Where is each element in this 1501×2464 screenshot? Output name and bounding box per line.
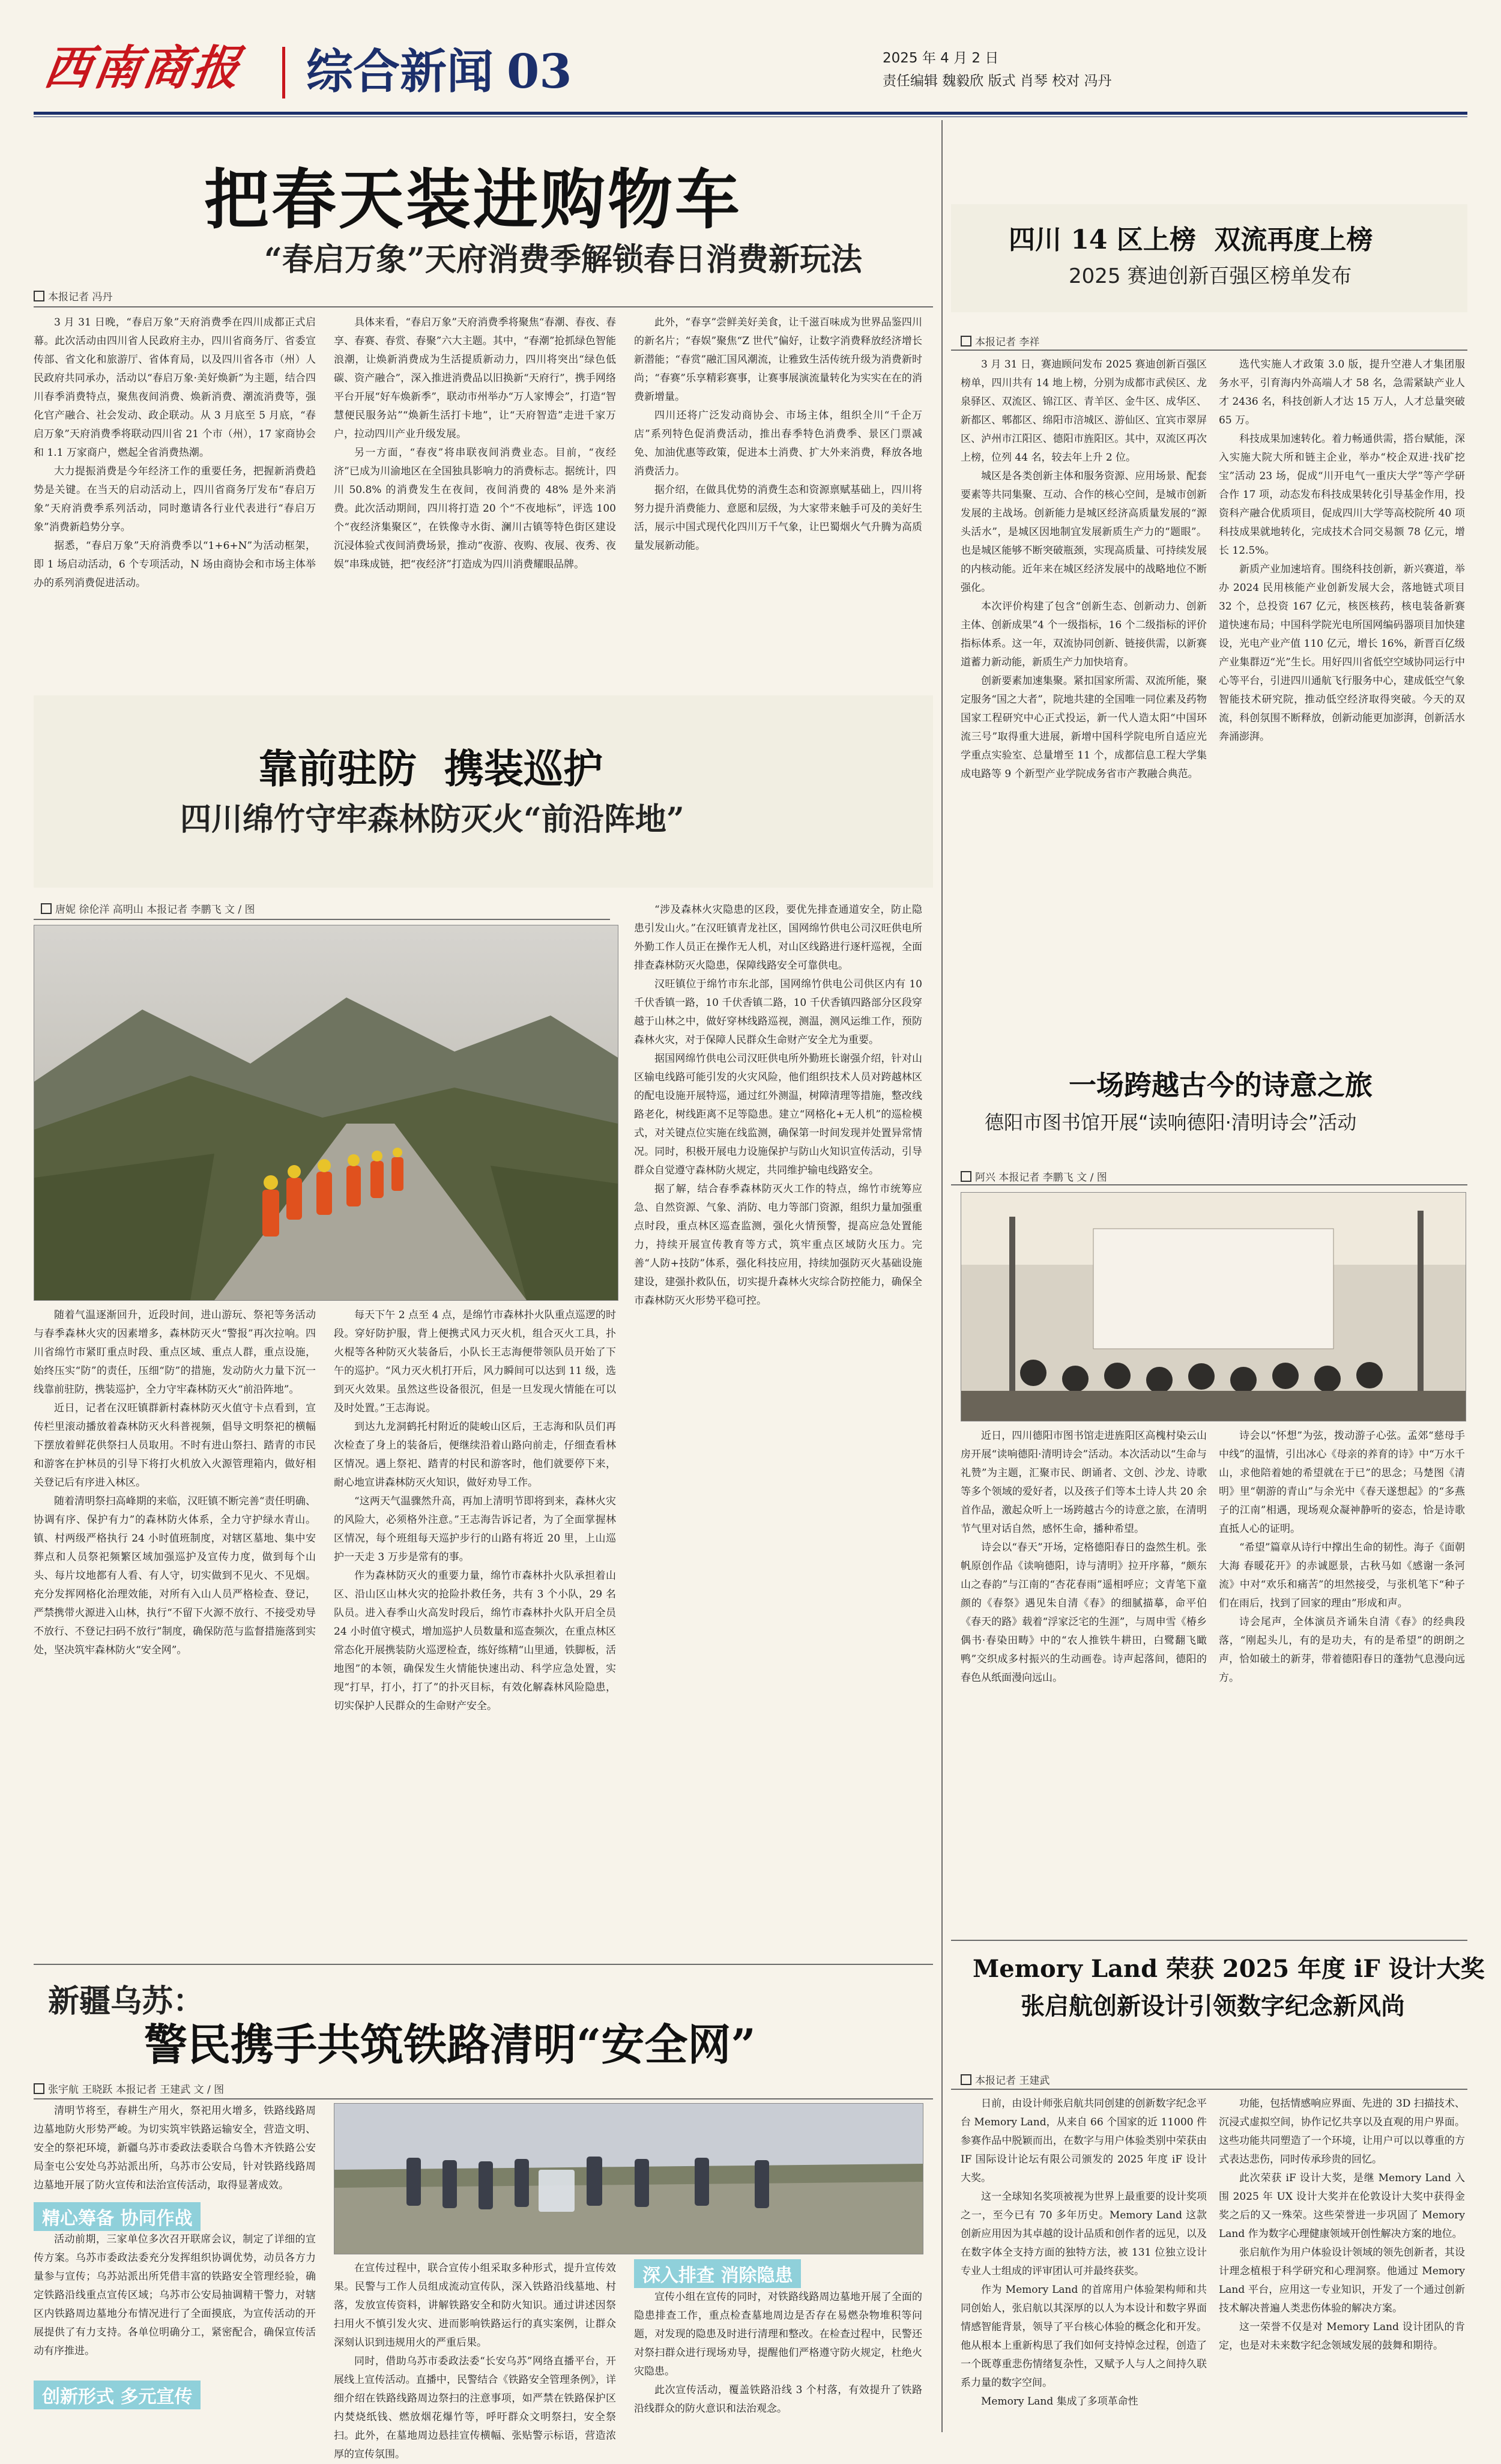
section-title <box>306 42 572 102</box>
forest-patrol-photo <box>34 925 618 1301</box>
xinjiang-intro: 清明节将至，春耕生产用火，祭祀用火增多，铁路线路周边墓地防火形势严峻。为切实筑牢铁路运输安全，营造文明、安全的祭祀环境，新疆乌苏市委政法委联合乌鲁木齐铁路公安局奎屯公安处乌苏站派出所，乌苏市公安局，针对铁路线路周边墓地开展了防火宣传和法治宣传活动，取得显著成效。 <box>34 2105 316 2191</box>
masthead-rule <box>34 112 1467 115</box>
lead-col-1: 3 月 31 日晚，“春启万象”天府消费季在四川成都正式启幕。此次活动由四川省人民政府主办，四川省商务厅、省委宣传部、省文化和旅游厅、省体育局，以及四川省各市（州）人民政府共同承办，活动以“春启万象·美好焕新”为主题，结合四川春季消费特点，聚焦夜间消费、焕新消费、潮流消费等，强化官产融合、社会发动、政企联动。从 3 月底至 5 月底，“春启万象”天府消费季将联动四川省 21 个市（州），17 家商协会和 1.1 万家商户，燃起全省消费热潮。 大力提振消费是今年经济工作的重要任务，把握新消费趋势是关键。在当天的启动活动上，四川省商务厅发布“春启万象”天府消费季系列活动，同时邀请各行业代表进行“春启万象”消费新趋势分享。 据悉，“春启万象”天府消费季以“1+6+N”为活动框架，即 1 场启动活动，6 个专项活动，N 场由商协会和市场主体举办的系列消费促进活动。 <box>34 316 316 589</box>
xinjiang-byline-rule <box>34 2098 933 2099</box>
byline-box-icon <box>961 336 971 347</box>
editor-credits: 责任编辑 魏毅欣 版式 肖琴 校对 冯丹 <box>883 73 1112 89</box>
sichuan14-subheadline: 2025 赛迪创新百强区榜单发布 <box>1069 264 1352 288</box>
section-tag-check: 深入排查 消除隐患 <box>634 2259 801 2288</box>
memory-subheadline: 张启航创新设计引领数字纪念新风尚 <box>1021 1992 1405 2020</box>
lead-col-2: 具体来看，“春启万象”天府消费季将聚焦“春潮、春夜、春享、春赛、春赏、春聚”六大主题。其中，“春潮”抢抓绿色智能浪潮，让焕新消费成为生活提质新动力，四川将突出“绿色低碳、资产融合”，深入推进消费品以旧换新“天府行”，携手网络平台开展“好车焕新季”，联动市州举办“万人家博会”，打造“智慧便民服务站”“焕新生活打卡地”，让“天府智造”走进千家万户，拉动四川产业升级发展。 另一方面，“春夜”将串联夜间消费业态。目前，“夜经济”已成为川渝地区在全国独具影响力的消费标志。据统计，四川 50.8% 的消费发生在夜间，夜间消费的 48% 是外来消费。此次活动期间，四川将打造 20 个“不夜地标”，评选 100 个“夜经济集聚区”，在铁像寺水街、澜川古镇等特色街区建设沉浸体验式夜间消费场景，推动“夜游、夜购、夜展、夜秀、夜娱”串珠成链，把“夜经济”打造成为四川消费耀眼品牌。 <box>334 316 616 571</box>
xinjiang-col-2: 在宣传过程中，联合宣传小组采取多种形式，提升宣传效果。民警与工作人员组成流动宣传队，深入铁路沿线墓地、村落，发放宣传资料，讲解铁路安全和防火知识。通过讲述因祭扫用火不慎引发火灾、进而影响铁路运行的真实案例，让群众深刻认识到违规用火的严重后果。 同时，借助乌苏市委政法委“长安乌苏”网络直播平台，开展线上宣传活动。直播中，民警结合《铁路安全管理条例》，详细介绍在铁路线路周边祭扫的注意事项，如严禁在铁路保护区内焚烧纸钱、燃放烟花爆竹等，呼吁群众文明祭扫，安全祭扫。此外，在墓地周边悬挂宣传横幅、张贴警示标语，营造浓厚的宣传氛围。 <box>334 2262 616 2460</box>
masthead-divider <box>282 47 285 98</box>
section-tag-prep: 精心筹备 协同作战 <box>34 2202 201 2231</box>
lead-byline-rule <box>34 306 933 307</box>
lead-subheadline: “春启万象”天府消费季解锁春日消费新玩法 <box>264 241 862 278</box>
lead-byline: 本报记者 冯丹 <box>34 288 112 303</box>
poetry-bottom-rule <box>951 1940 1467 1941</box>
right-column-divider <box>941 120 943 2432</box>
poetry-col-2: 诗会以“怀想”为弦，拨动游子心弦。孟郊“慈母手中线”的温情，引出冰心《母亲的养育的诗》中“万水千山，求他陪着她的希望就在于已”的思念；马楚图《清明》里“朝游的青山”与余光中《春天遂想起》的“多燕子的江南”相遇，现场观众凝神静听的姿态，恰是诗歌直抵人心的证明。 “希望”篇章从诗行中撑出生命的韧性。海子《面朝大海 春暖花开》的赤诚愿景，古秋马如《感谢一条河流》中对“欢乐和痛苦”的坦然接受，与张机笔下“种子们在雨后，找到了回家的理由”形成和声。 诗会尾声，全体演员齐诵朱自清《春》的经典段落，“刚起头儿，有的是功夫，有的是希望”的朗朗之声，恰如破土的新芽，带着德阳春日的蓬勃气息漫向远方。 <box>1219 1430 1465 1684</box>
section-tag-form: 创新形式 多元宣传 <box>34 2381 201 2409</box>
xinjiang-byline: 张宇航 王晓跃 本报记者 王建武 文 / 图 <box>34 2081 224 2096</box>
poetry-byline: 阿兴 本报记者 李鹏飞 文 / 图 <box>961 1169 1107 1184</box>
memory-byline-rule <box>951 2089 1467 2090</box>
forest-subheadline: 四川绵竹守牢森林防灭火“前沿阵地” <box>180 801 684 838</box>
forest-byline: 唐妮 徐伦洋 高明山 本报记者 李鹏飞 文 / 图 <box>41 901 255 916</box>
poetry-event-photo <box>961 1192 1466 1421</box>
xinjiang-kicker: 新疆乌苏： <box>48 1983 205 2020</box>
page-number: 03 <box>507 44 572 99</box>
lead-headline: 把春天装进购物车 <box>204 162 743 238</box>
forest-col-3: “涉及森林火灾隐患的区段，要优先排查通道安全，防止隐患引发山火。”在汉旺镇青龙社区，国网绵竹供电公司汉旺供电所外勤工作人员正在操作无人机，对山区线路进行逐杆巡视，全面排查森林防灭火隐患，保障线路安全可靠供电。 汉旺镇位于绵竹市东北部，国网绵竹供电公司供区内有 10 千伏香镇一路，10 千伏香镇二路，10 千伏香镇四路部分区段穿越于山林之中，做好穿林线路巡视，测温，测风运维工作，预防森林火灾，对于保障人民群众生命财产安全尤为重要。 据国网绵竹供电公司汉旺供电所外勤班长谢强介绍，针对山区输电线路可能引发的火灾风险，他们组织技术人员对跨越林区的配电设施开展特巡，通过红外测温，树障清理等措施，整改线路老化，树线距离不足等隐患。建立“网格化+无人机”的巡检模式，对关键点位实施在线监测，确保第一时间发现并处置异常情况。同时，积极开展电力设施保护与防山火知识宣传活动，引导群众自觉遵守森林防火规定，共同维护输电线路安全。 据了解，结合春季森林防灭火工作的特点，绵竹市统筹应急、自然资源、气象、消防、电力等部门资源，组织力量加强重点时段，重点林区巡查监测，强化火情预警，提高应急处置能力，持续开展宣传教育等方式，筑牢重点区域防火压力。完善“人防+技防”体系，强化科技应用，持续加强防灭火基础设施建设，建强扑救队伍，切实提升森林火灾综合防控能力，确保全市森林防灭火形势平稳可控。 <box>634 904 922 1307</box>
memory-byline: 本报记者 王建武 <box>961 2072 1049 2087</box>
memory-col-2: 功能，包括情感响应界面、先进的 3D 扫描技术、沉浸式虚拟空间，协作记忆共享以及直观的用户界面。这些功能共同塑造了一个环境，让用户可以以尊重的方式表达悲伤，同时传承珍贵的回忆。 此次荣获 iF 设计大奖，是继 Memory Land 入围 2025 年 UX 设计大奖并在伦敦设计大奖中获得金奖之后的又一殊荣。这些荣誉进一步巩固了 Memory Land 作为数字心理健康领域开创性解决方案的地位。 张启航作为用户体验设计领域的领先创新者，其设计理念植根于科学研究和心理洞察。他通过 Memory Land 平台，应用这一专业知识，开发了一个通过创新技术解决普遍人类悲伤体验的解决方案。 这一荣誉不仅是对 Memory Land 设计团队的肯定，也是对未来数字纪念领域发展的鼓舞和期待。 <box>1219 2098 1465 2352</box>
forest-col-2: 每天下午 2 点至 4 点，是绵竹市森林扑火队重点巡逻的时段。穿好防护服，背上便携式风力灭火机，组合灭火工具，扑火棍等各种防灭火装备后，小队长王志海便带领队员开始了下午的巡护。“风力灭火机打开后，风力瞬间可以达到 11 级，选到灭火效果。虽然这些设备很沉，但是一旦发现火情能在可以及时处置。”王志海说。 到达九龙洞鹤托村附近的陡峻山区后，王志海和队员们再次检查了身上的装备后，便继续沿着山路向前走，仔细查看林区情况。遇上祭祀、踏青的村民和游客时，他们就要停下来，耐心地宣讲森林防灭火知识，做好劝导工作。 “这两天气温骤然升高，再加上清明节即将到来，森林火灾的风险大，必须格外注意。”王志海告诉记者，为了全面掌握林区情况，每个班组每天巡护步行的山路有将近 20 里，上山巡护一天走 3 万步是常有的事。 作为森林防灭火的重要力量，绵竹市森林扑火队承担着山区、沿山区山林火灾的抢险扑救任务，共有 3 个小队，29 名队员。进入春季山火高发时段后，绵竹市森林扑火队开启全员 24 小时值守模式，增加巡护人员数量和巡查频次，在重点林区常态化开展携装防火巡逻检查，练好练精“山里通，铁脚板，活地图”的本领，确保发生火情能快速出动、科学应急处置，实现“打早，打小，打了”的扑灭目标，有效化解森林风险隐患，切实保护人民群众的生命财产安全。 <box>334 1309 616 1712</box>
byline-box-icon <box>34 2083 44 2094</box>
poetry-photo-illustration <box>961 1193 1466 1421</box>
police-photo-illustration <box>334 2104 923 2254</box>
sichuan14-byline-rule <box>951 350 1467 351</box>
poetry-byline-rule <box>951 1184 1467 1185</box>
masthead-logo <box>40 40 261 97</box>
forest-photo-illustration <box>34 925 618 1300</box>
forest-bottom-rule <box>34 1964 933 1965</box>
xinjiang-col-1: 活动前期，三家单位多次召开联席会议，制定了详细的宣传方案。乌苏市委政法委充分发挥组织协调优势，动员各方力量参与宣传；乌苏站派出所凭借丰富的铁路安全管理经验，确定铁路沿线重点宣传区域；乌苏市公安局抽调精干警力，对辖区内铁路周边墓地分布情况进行了全面摸底，为宣传活动的开展提供了有力支持。各单位明确分工，紧密配合，确保宣传活动有序推进。 <box>34 2233 316 2357</box>
byline-box-icon <box>961 2074 971 2085</box>
section-name: 综合新闻 <box>306 44 494 99</box>
xinjiang-col-3: 宣传小组在宣传的同时，对铁路线路周边墓地开展了全面的隐患排查工作，重点检查墓地周边是否存在易燃杂物堆积等问题，对发现的隐患及时进行清理和整改。在检查过程中，民警还对祭扫群众进行现场劝导，提醒他们严格遵守防火规定，杜绝火灾隐患。 此次宣传活动，覆盖铁路沿线 3 个村落，有效提升了铁路沿线群众的防火意识和法治观念。 <box>634 2291 922 2415</box>
byline-box-icon <box>41 903 52 914</box>
xinjiang-headline: 警民携手共筑铁路清明“安全网” <box>144 2019 756 2070</box>
xinjiang-police-photo <box>334 2103 923 2254</box>
sichuan14-col-1: 3 月 31 日，赛迪顾问发布 2025 赛迪创新百强区榜单，四川共有 14 地上榜，分别为成都市武侯区、龙泉驿区、双流区、锦江区、青羊区、金牛区、成华区、新都区、郫都区、绵阳市涪城区、游仙区、宜宾市翠屏区、泸州市江阳区、德阳市旌阳区。其中，双流区再次上榜，位列 44 名，较去年上升 2 位。 城区是各类创新主体和服务资源、应用场景、配套要素等共同集聚、互动、合作的核心空间，是城市创新发展的主战场。创新能力是城区经济高质量发展的“源头活水”，是城区因地制宜发展新质生产力的“题眼”。也是城区能够不断突破瓶颈，实现高质量、可持续发展的内核动能。近年来在城区经济发展中的战略地位不断强化。 本次评价构建了包含“创新生态、创新动力、创新主体、创新成果”4 个一级指标，16 个二级指标的评价指标体系。这一年，双流协同创新、链接供需，以新赛道蓄力新动能，新质生产力加快培育。 创新要素加速集聚。紧扣国家所需、双流所能，聚定服务“国之大者”，院地共建的全国唯一同位素及药物国家工程研究中心正式投运，新一代人造太阳“中国环流三号”取得重大进展，新增中国科学院电所自适应光学重点实验室、总量增至 11 个，成都信息工程大学集成电路等 9 个新型产业学院成务省市产教融合典范。 <box>961 359 1207 780</box>
byline-box-icon <box>961 1171 971 1182</box>
sichuan14-byline: 本报记者 李祥 <box>961 333 1039 348</box>
forest-col-1: 随着气温逐渐回升，近段时间，进山游玩、祭祀等务活动与春季森林火灾的因素增多，森林防灭火“警报”再次拉响。四川省绵竹市紧盯重点时段、重点区域、重点人群，重点设施，始终压实“防”的责任，压细“防”的措施，发动防火力量下沉一线靠前驻防，携装巡护，全力守牢森林防灭火“前沿阵地”。 近日，记者在汉旺镇群新村森林防灭火值守卡点看到，宣传栏里滚动播放着森林防灭火科普视频，倡导文明祭祀的横幅下摆放着鲜花供祭扫人员取用。不时有进山祭扫、踏青的市民和游客在护林员的引导下将打火机放入火源管理箱内，做好相关登记后有序进入林区。 随着清明祭扫高峰期的来临，汉旺镇不断完善“责任明确、协调有序、保护有力”的森林防火体系，全力守护绿水青山。镇、村两级严格执行 24 小时值班制度，对辖区墓地、集中安葬点和人员祭祀频繁区域加强巡护及宣传力度，做到每个山头、每片坟地都有人看、有人守，切实做到不见火、不见烟。充分发挥网格化治理效能，对所有入山人员严格检查、登记，严禁携带火源进入山林，执行“不留下火源不放行、不接受劝导不放行、不登记扫码不放行”制度，确保防范与监督措施落到实处，坚决筑牢森林防火“安全网”。 <box>34 1309 316 1656</box>
poetry-col-1: 近日，四川德阳市图书馆走进旌阳区高槐村染云山房开展“读响德阳·清明诗会”活动。本次活动以“生命与礼赞”为主题，汇聚市民、朗诵者、文创、沙龙、诗歌等多个领域的爱好者，以及孩子们等本土诗人共 20 余首作品，激起众听上一场跨越古今的诗意之旅，在清明节气里对话自然，感怀生命，播种希望。 诗会以“春天”开场，定格德阳春日的盎然生机。张帆原创作品《读响德阳，诗与清明》拉开序幕，“颇东山之春韵”与江南的“杏花春雨”遥相呼应；文青笔下童颜的《春祭》遇见朱自清《春》的细腻描摹，命平伯《春天的路》载着“浮家泛宅的生涯”，与周申雪《椿乡偶书·春染田畴》中的“农人推铁牛耕田，白鹭翻飞瞰鸭”交织成多村振兴的生动画卷。诗声起落间，德阳的春色从纸面漫向远山。 <box>961 1430 1207 1684</box>
logo-text: 西南商报 <box>40 41 246 95</box>
memory-col-1: 日前，由设计师张启航共同创建的创新数字纪念平台 Memory Land，从来自 66 个国家的近 11000 件参赛作品中脱颖而出，在数字与用户体验类别中荣获由 IF 国际设计论坛有限公司颁发的 2025 年度 iF 设计大奖。 这一全球知名奖项被视为世界上最重要的设计奖项之一，至今已有 70 多年历史。Memory Land 这款创新应用因为其卓越的设计品质和创作者的远见，以及在数字体全支持方面的独特方法，被 131 位独立设计专业人士组成的评审团认可并最终获奖。 作为 Memory Land 的首席用户体验架构师和共同创始人，张启航以其深厚的以人为本设计和数字界面情感智能背景，领导了平台核心体验的概念化和开发。他从根本上重新构思了我们如何支持悼念过程，创造了一个既尊重悲伤情绪复杂性，又赋予人与人之间持久联系力量的数字空间。 Memory Land 集成了多项革命性 <box>961 2098 1207 2408</box>
forest-headline: 靠前驻防 携装巡护 <box>258 745 603 792</box>
sichuan14-header-box <box>951 204 1467 312</box>
sichuan14-col-2: 选代实施人才政策 3.0 版，提升空港人才集团服务水平，引育海内外高端人才 58 名，急需紧缺产业人才 2436 名，科技创新人才达 15 万人，人才总量突破 65 万。 科技成果加速转化。着力畅通供需，搭台赋能，深入实施大院大所和链主企业，举办“校企双进·找矿挖宝”活动 23 场，促成“川开电气一重庆大学”等产学研合作 17 项，动态发布科技成果转化引导基金作用，投资科产融合优质项目，促成四川大学等高校院所 40 项科技成果就地转化，完成技术合同交易额 78 亿元，增长 12.5%。 新质产业加速培育。围绕科技创新，新兴赛道，举办 2024 民用核能产业创新发展大会，落地链式项目 32 个，总投资 167 亿元，核医核药，核电装备新赛道快速布局；中国科学院光电所国网编码器项目加快建设，光电产业产值 110 亿元，增长 16%，新晋百亿级产业集群迈“光”生长。用好四川省低空空域协同运行中心等平台，引进四川通航飞行服务中心，建成低空气象智能技术研究院，推动低空经济取得突破。今天的双流，科创氛围不断释放，创新动能更加澎湃，创新活水奔涌澎湃。 <box>1219 359 1465 743</box>
poetry-subheadline: 德阳市图书馆开展“读响德阳·清明诗会”活动 <box>985 1111 1357 1134</box>
masthead-meta <box>883 47 1112 92</box>
memory-headline: Memory Land 荣获 2025 年度 iF 设计大奖 <box>973 1955 1485 1983</box>
lead-col-3: 此外，“春享”尝鲜美好美食，让千滋百味成为世界品鉴四川的新名片；“春娱”聚焦“Z 世代”偏好，让数字消费释放经济增长新潜能；“春赏”融汇国风潮流，让雅致生活传统升级为消费新时尚；“春赛”乐享精彩赛事，让赛事展演流量转化为实实在在的消费新增量。 四川还将广泛发动商协会、市场主体，组织全川“千企万店”系列特色促消费活动，推出春季特色消费季、景区门票减免、加油优惠等政策，促进本土消费、扩大外来消费，释放各地消费活力。 据介绍，在做具优势的消费生态和资源禀赋基础上，四川将努力提升消费能力、意愿和层级，为大家带来触手可及的美好生活，展示中国式现代化四川万千气象，让巴蜀烟火气升腾为高质量发展新动能。 <box>634 316 922 552</box>
issue-date: 2025 年 4 月 2 日 <box>883 50 999 66</box>
byline-box-icon <box>34 291 44 301</box>
forest-byline-rule <box>34 919 610 920</box>
poetry-headline: 一场跨越古今的诗意之旅 <box>1069 1069 1373 1101</box>
sichuan14-headline: 四川 14 区上榜 双流再度上榜 <box>1009 225 1373 255</box>
